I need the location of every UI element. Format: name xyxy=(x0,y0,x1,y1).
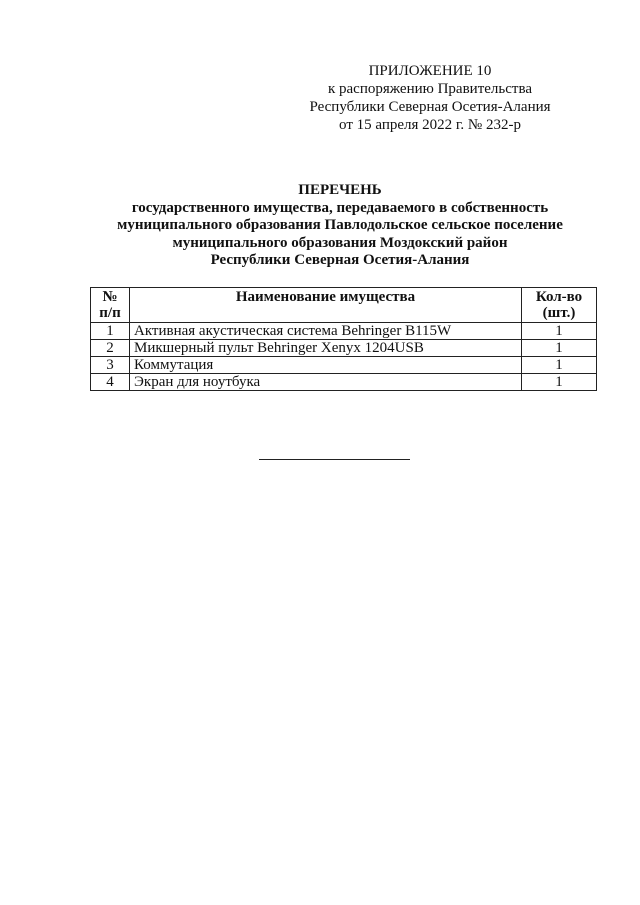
row-name: Микшерный пульт Behringer Xenyx 1204USB xyxy=(130,340,522,357)
appendix-number: ПРИЛОЖЕНИЕ 10 xyxy=(368,63,492,79)
header-quantity-label: Кол-во xyxy=(535,289,583,305)
appendix-reference: к распоряжению Правительства xyxy=(327,81,532,97)
appendix-block xyxy=(280,62,580,134)
table-row xyxy=(91,340,597,357)
closing-divider xyxy=(259,459,410,460)
appendix-government: Республики Северная Осетия-Алания xyxy=(309,99,551,115)
row-number: 1 xyxy=(91,323,130,340)
header-quantity-unit: (шт.) xyxy=(542,305,576,321)
row-quantity: 1 xyxy=(522,357,597,374)
title-line: государственного имущества, передаваемого в собственность xyxy=(131,199,549,216)
header-quantity xyxy=(522,288,597,323)
header-number-abbr: п/п xyxy=(99,305,121,321)
header-number-symbol: № xyxy=(102,289,118,305)
header-name: Наименование имущества xyxy=(130,288,522,323)
row-number: 4 xyxy=(91,374,130,391)
title-line: муниципального образования Павлодольское сельское поселение xyxy=(117,217,563,233)
appendix-date: от 15 апреля 2022 г. № 232-р xyxy=(339,117,521,133)
title-heading: ПЕРЕЧЕНЬ xyxy=(298,182,382,198)
row-name: Коммутация xyxy=(130,357,522,374)
row-quantity: 1 xyxy=(522,323,597,340)
property-table xyxy=(90,287,597,391)
table-row xyxy=(91,323,597,340)
row-name: Экран для ноутбука xyxy=(130,374,522,391)
document-title xyxy=(80,182,600,270)
title-line: муниципального образования Моздокский район xyxy=(172,234,508,251)
table-row xyxy=(91,374,597,391)
table-header-row xyxy=(91,288,597,323)
row-quantity: 1 xyxy=(522,374,597,391)
row-number: 2 xyxy=(91,340,130,357)
title-line: Республики Северная Осетия-Алания xyxy=(210,252,470,268)
row-name: Активная акустическая система Behringer B115W xyxy=(130,323,522,340)
header-number xyxy=(91,288,130,323)
row-number: 3 xyxy=(91,357,130,374)
row-quantity: 1 xyxy=(522,340,597,357)
table-row xyxy=(91,357,597,374)
